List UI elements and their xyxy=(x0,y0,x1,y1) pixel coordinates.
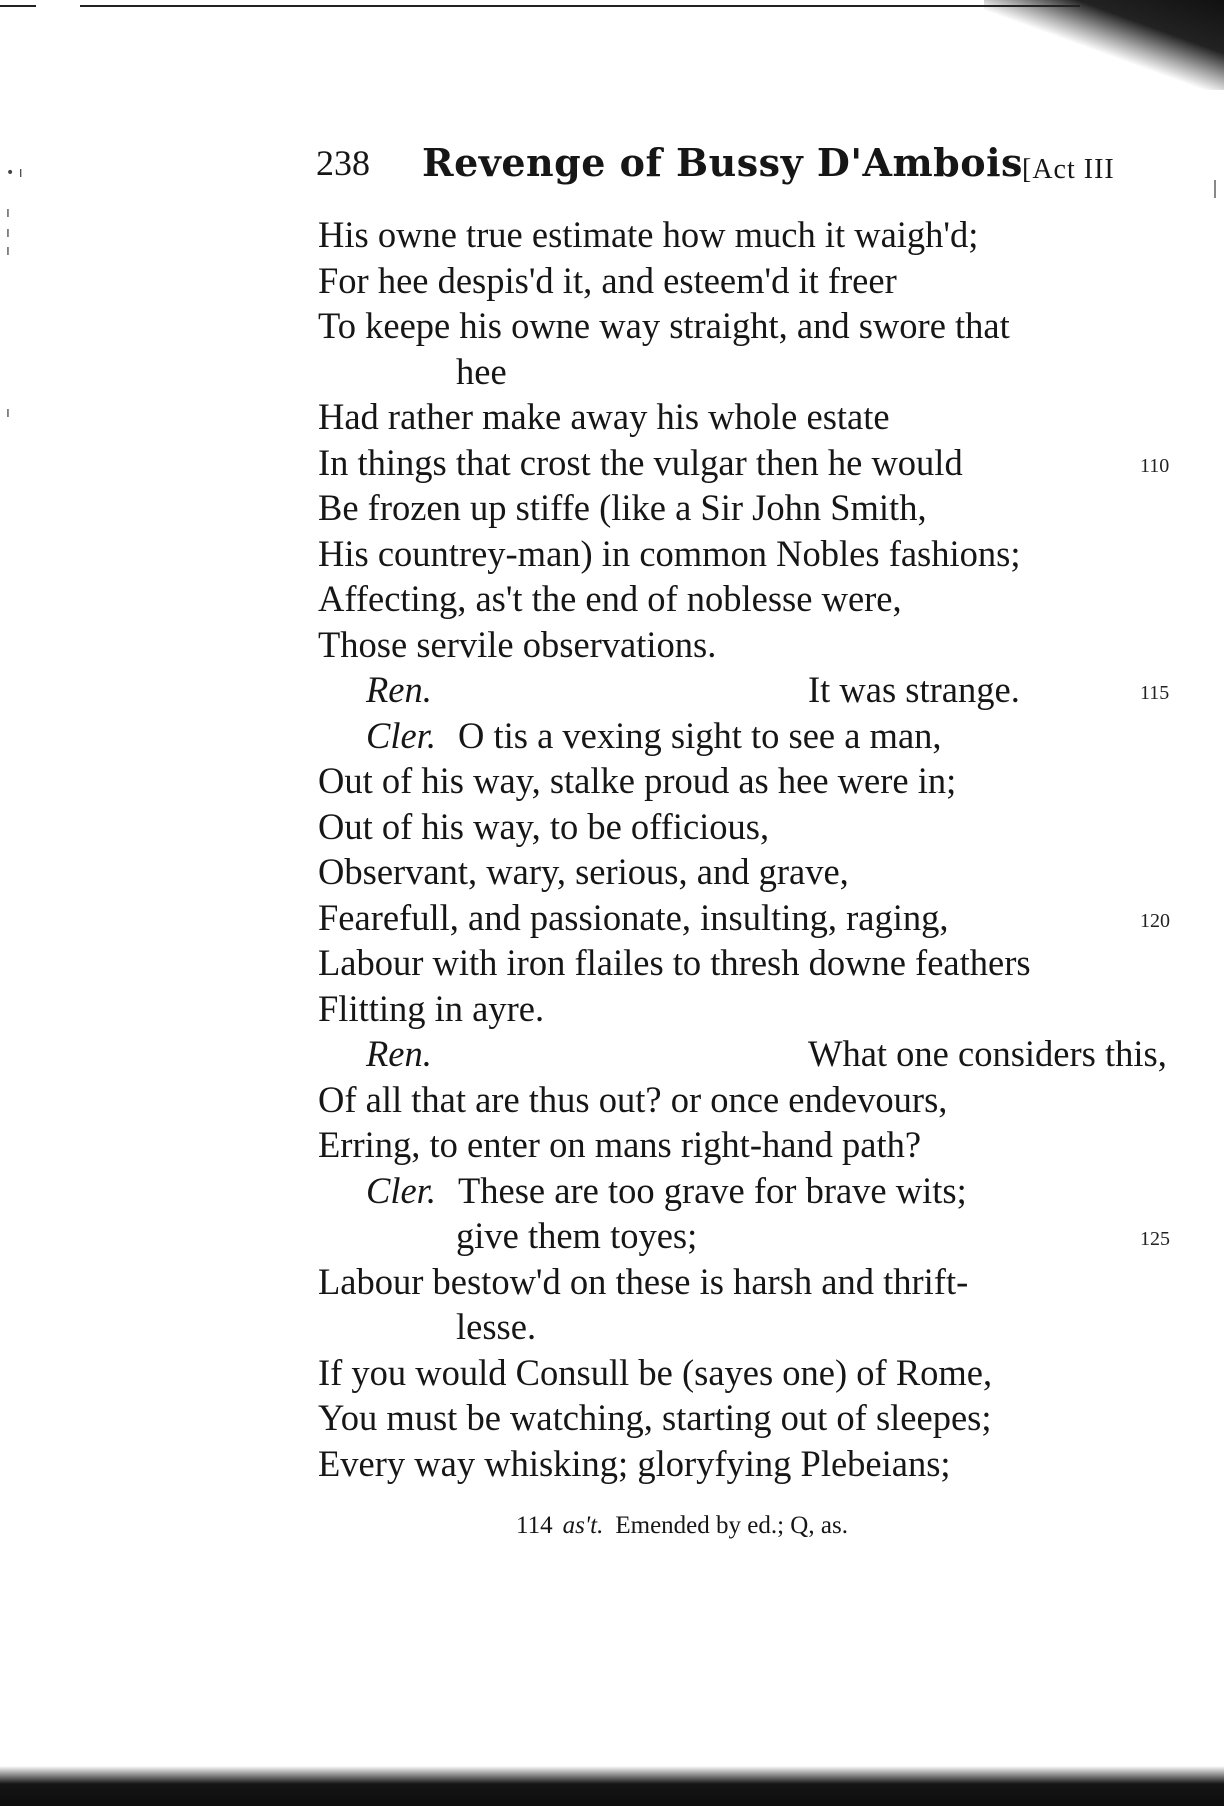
speaker-name: Cler. xyxy=(366,714,436,756)
running-title: Revenge of Bussy D'Ambois xyxy=(422,140,1023,185)
verse-line xyxy=(318,1077,1198,1123)
line-text: You must be watching, starting out of sleepes; xyxy=(318,1397,992,1438)
scan-bottom-shadow xyxy=(0,1766,1224,1806)
verse-line xyxy=(318,895,1198,941)
act-label: [Act III xyxy=(1022,154,1115,185)
line-number: 120 xyxy=(1140,909,1170,932)
line-text: Of all that are thus out? or once endevours, xyxy=(318,1078,948,1120)
verse-line xyxy=(318,713,1198,759)
line-text: To keepe his owne way straight, and swore that xyxy=(318,305,1010,346)
speaker-name: Ren. xyxy=(366,669,432,710)
speaker-name: Ren. xyxy=(366,1033,432,1074)
verse-line xyxy=(318,1168,1198,1214)
verse-line xyxy=(318,849,1198,895)
verse-text xyxy=(318,212,1198,1486)
footnote xyxy=(516,1512,848,1540)
line-text-tail: What one considers this, xyxy=(808,1033,1167,1074)
line-text: In things that crost the vulgar then he would xyxy=(318,441,963,483)
scan-edge-rule xyxy=(80,5,1080,7)
line-text: Erring, to enter on mans right-hand path? xyxy=(318,1124,922,1165)
line-text: Out of his way, to be officious, xyxy=(318,805,770,847)
line-text: lesse. xyxy=(456,1306,537,1347)
speaker-name: Cler. xyxy=(366,1169,436,1211)
line-text: Had rather make away his whole estate xyxy=(318,396,890,437)
footnote-note: Emended by ed.; Q, as. xyxy=(615,1512,848,1539)
verse-line xyxy=(318,1441,1198,1487)
line-text: Those servile observations. xyxy=(318,623,717,665)
verse-line xyxy=(318,667,1198,713)
verse-line xyxy=(318,258,1198,304)
line-text: hee xyxy=(456,350,507,392)
line-text: give them toyes; xyxy=(456,1215,698,1256)
verse-line xyxy=(318,485,1198,531)
verse-line xyxy=(318,1122,1198,1168)
line-text: His countrey-man) in common Nobles fashions; xyxy=(318,532,1021,574)
verse-line xyxy=(318,1031,1198,1077)
page-number: 238 xyxy=(316,143,370,183)
line-text: Observant, wary, serious, and grave, xyxy=(318,851,849,892)
line-text: Fearefull, and passionate, insulting, raging, xyxy=(318,896,949,938)
line-text: These are too grave for brave wits; xyxy=(457,1169,967,1211)
footnote-line-ref: 114 xyxy=(516,1512,553,1539)
line-number: 110 xyxy=(1140,454,1170,477)
scan-corner-shadow xyxy=(984,0,1224,90)
verse-line xyxy=(318,212,1198,258)
scan-margin-marks: • ı ı ı ı ı xyxy=(6,165,23,421)
line-text: Labour with iron flailes to thresh downe feathers xyxy=(318,942,1031,983)
verse-line xyxy=(318,303,1198,349)
line-number: 115 xyxy=(1140,682,1170,704)
footnote-word: as't. xyxy=(562,1512,604,1539)
verse-line xyxy=(318,1259,1198,1305)
scan-edge-rule xyxy=(0,5,36,7)
line-text: O tis a vexing sight to see a man, xyxy=(457,714,942,756)
line-text: Out of his way, stalke proud as hee were in; xyxy=(318,760,957,801)
line-text: Flitting in ayre. xyxy=(318,987,545,1029)
verse-line xyxy=(318,622,1198,668)
line-number: 125 xyxy=(1140,1228,1170,1250)
line-text: Affecting, as't the end of noblesse were, xyxy=(318,578,902,619)
verse-line xyxy=(318,531,1198,577)
verse-line xyxy=(318,394,1198,440)
verse-line xyxy=(318,440,1198,486)
page-header xyxy=(316,136,1146,196)
verse-line xyxy=(318,1213,1198,1259)
line-text: Labour bestow'd on these is harsh and thrift- xyxy=(318,1260,969,1302)
scan-margin-mark xyxy=(1214,180,1216,198)
verse-line xyxy=(318,576,1198,622)
line-text: Be frozen up stiffe (like a Sir John Smith, xyxy=(318,487,927,528)
line-text: His owne true estimate how much it waigh'd; xyxy=(318,214,979,255)
line-text: For hee despis'd it, and esteem'd it freer xyxy=(318,259,897,301)
line-text-tail: It was strange. xyxy=(808,669,1020,710)
verse-line xyxy=(318,804,1198,850)
line-text: Every way whisking; gloryfying Plebeians; xyxy=(318,1442,951,1484)
verse-line xyxy=(318,349,1198,395)
verse-line xyxy=(318,1350,1198,1396)
verse-line xyxy=(318,1395,1198,1441)
line-text: If you would Consull be (sayes one) of Rome, xyxy=(318,1351,993,1393)
verse-line xyxy=(318,758,1198,804)
verse-line xyxy=(318,986,1198,1032)
verse-line xyxy=(318,1304,1198,1350)
verse-line xyxy=(318,940,1198,986)
